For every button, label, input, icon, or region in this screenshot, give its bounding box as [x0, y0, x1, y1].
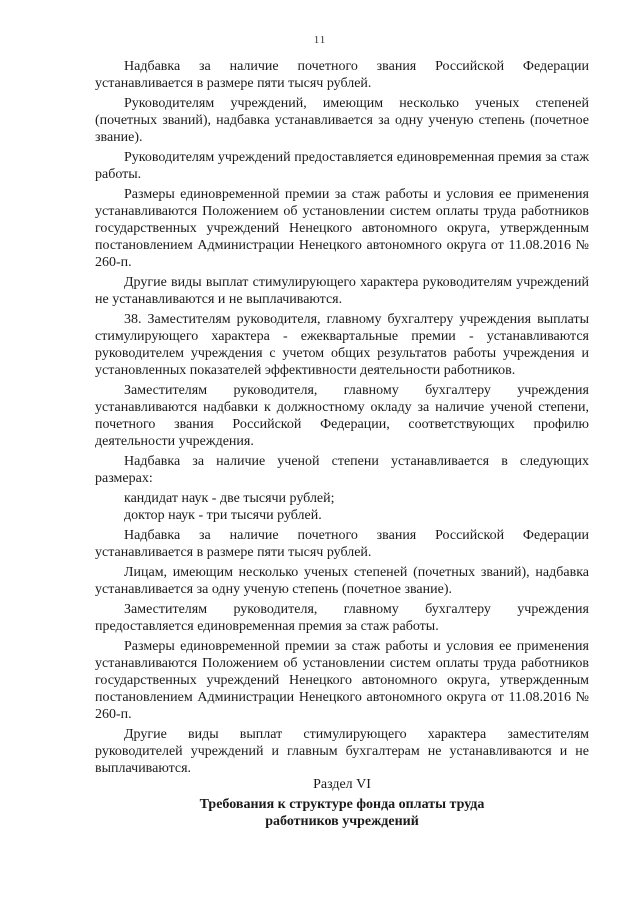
page-number: 11 — [313, 34, 327, 46]
paragraph-bonus-regulation-deputies: Размеры единовременной премии за стаж работы и условия ее применения устанавливаются Положением об установлении систем оплаты труда работников государственных учреждений Ненецкого автономного округа, утвержденным постановлением Администрации Ненецкого автономного округа от 11.08.2016 № 260-п. — [95, 639, 589, 722]
list-item-doctor-degree: доктор наук - три тысячи рублей. — [124, 508, 322, 523]
paragraph-other-payments-deputies: Другие виды выплат стимулирующего характера заместителям руководителей учреждений и главным бухгалтерам не устанавливаются и не выплачиваются. — [95, 727, 589, 776]
paragraph-degree-allowance-amounts: Надбавка за наличие ученой степени устанавливается в следующих размерах: — [95, 454, 589, 486]
paragraph-honorary-title-bonus-deputies: Надбавка за наличие почетного звания Российской Федерации устанавливается в размере пяти тысяч рублей. — [95, 528, 589, 560]
paragraph-multiple-degrees-heads: Руководителям учреждений, имеющим несколько ученых степеней (почетных званий), надбавка устанавливается за одну ученую степень (почетное звание). — [95, 96, 589, 145]
paragraph-deputy-allowances: Заместителям руководителя, главному бухгалтеру учреждения устанавливаются надбавки к должностному окладу за наличие ученой степени, почетного звания Российской Федерации, соответствующих профилю деятельности учреждения. — [95, 383, 589, 449]
document-body — [95, 58, 589, 780]
paragraph-other-payments-heads: Другие виды выплат стимулирующего характера руководителям учреждений не устанавливаются и не выплачиваются. — [95, 275, 589, 307]
paragraph-one-time-bonus-deputies: Заместителям руководителя, главному бухгалтеру учреждения предоставляется единовременная премия за стаж работы. — [95, 602, 589, 634]
paragraph-bonus-regulation-heads: Размеры единовременной премии за стаж работы и условия ее применения устанавливаются Положением об установлении систем оплаты труда работников государственных учреждений Ненецкого автономного округа, утвержденным постановлением Администрации Ненецкого автономного округа от 11.08.2016 № 260-п. — [95, 187, 589, 270]
paragraph-honorary-title-bonus-heads: Надбавка за наличие почетного звания Российской Федерации устанавливается в размере пяти тысяч рублей. — [95, 59, 589, 91]
section-title-line-1: Требования к структуре фонда оплаты труда — [199, 797, 485, 812]
paragraph-one-time-bonus-heads: Руководителям учреждений предоставляется единовременная премия за стаж работы. — [95, 150, 589, 182]
section-title-line-2: работников учреждений — [265, 814, 419, 829]
section-heading — [95, 776, 589, 830]
list-item-candidate-degree: кандидат наук - две тысячи рублей; — [124, 491, 335, 506]
section-label: Раздел VI — [313, 777, 371, 792]
paragraph-multiple-degrees-persons: Лицам, имеющим несколько ученых степеней (почетных званий), надбавка устанавливается за одну ученую степень (почетное звание). — [95, 565, 589, 597]
paragraph-clause-38: 38. Заместителям руководителя, главному бухгалтеру учреждения выплаты стимулирующего характера - ежеквартальные премии - устанавливаются руководителем учреждения с учетом общих результатов работы учреждения и установленных показателей эффективности деятельности работников. — [95, 312, 589, 378]
